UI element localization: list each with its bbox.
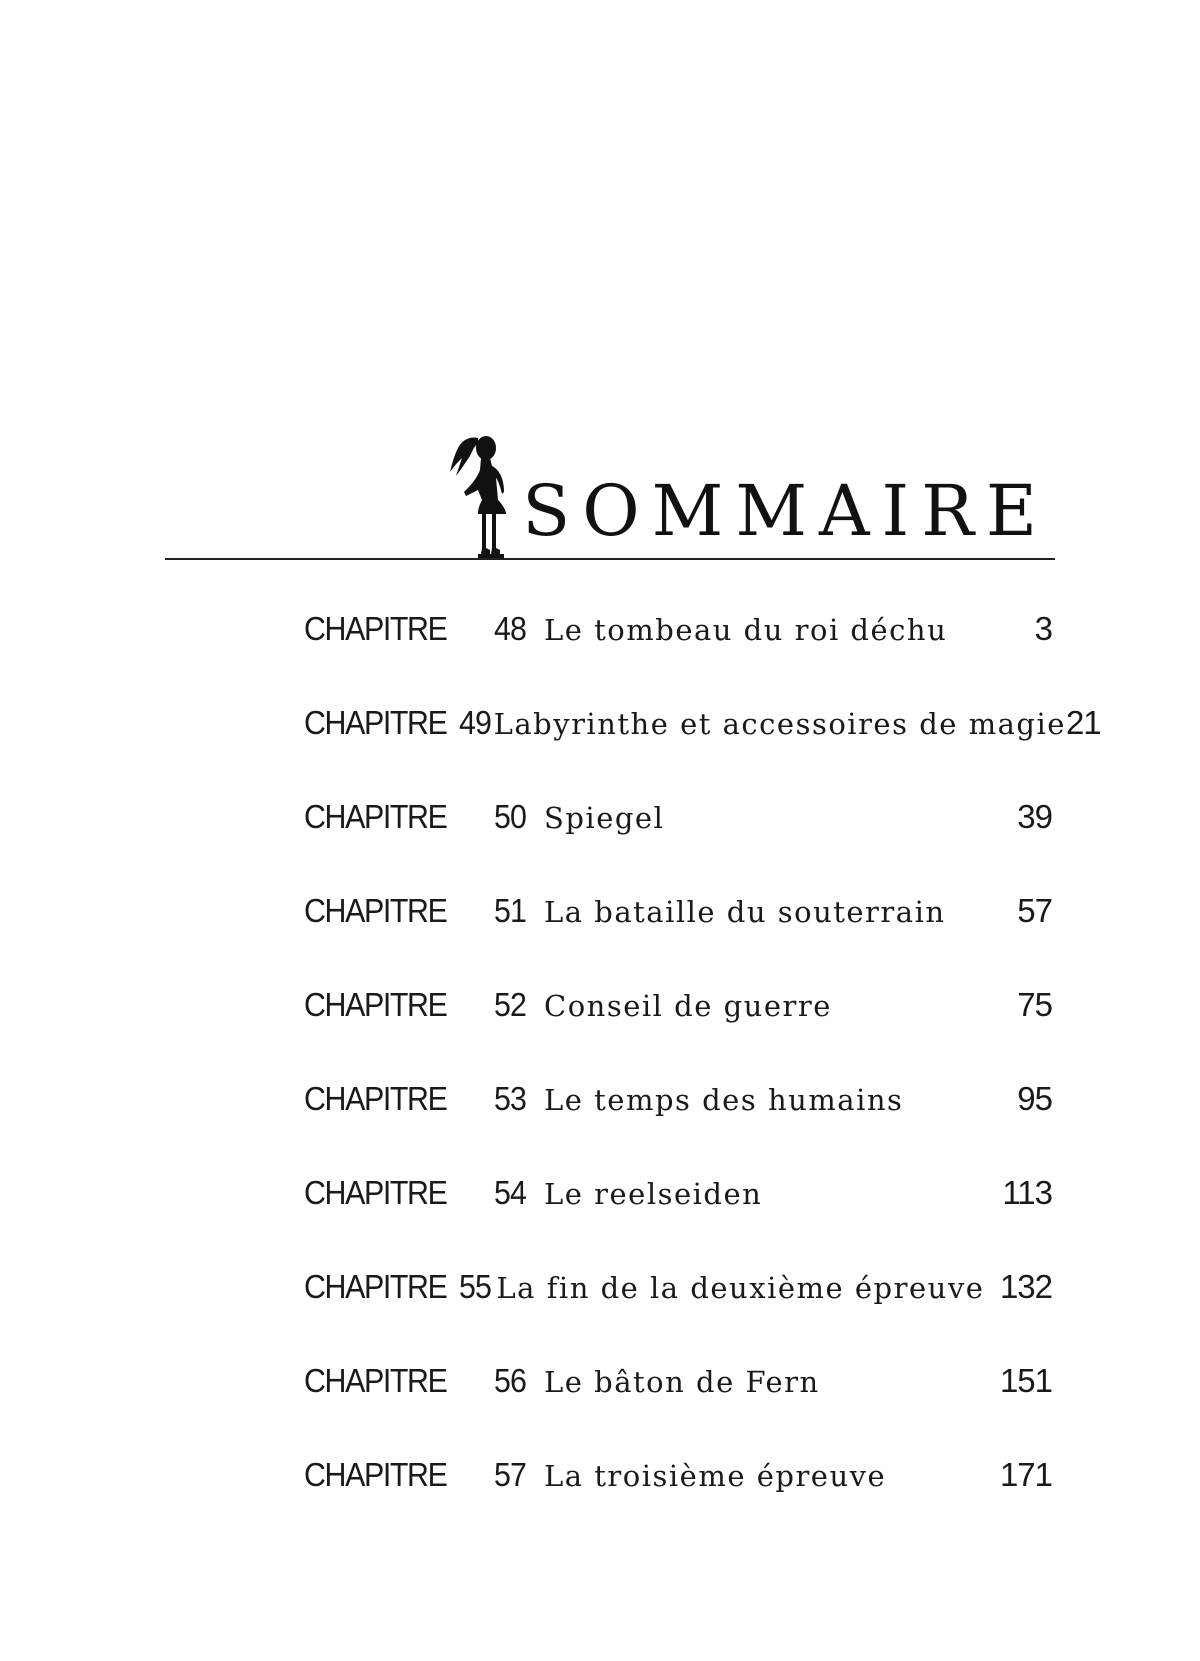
toc-entry	[304, 610, 1052, 704]
toc-entry	[304, 704, 1101, 798]
chapter-page-number: 57	[1017, 892, 1052, 929]
chapter-number: 52	[494, 986, 526, 1023]
chapter-title: Spiegel	[544, 801, 665, 835]
toc-header	[165, 430, 1055, 562]
header-divider	[165, 558, 1055, 560]
chapter-page-number: 132	[999, 1268, 1052, 1305]
page-title: SOMMAIRE	[522, 470, 1049, 552]
toc-entry	[304, 1174, 1052, 1268]
toc-entry	[304, 1362, 1052, 1456]
chapter-number: 57	[494, 1456, 526, 1493]
chapter-title: Labyrinthe et accessoires de magie	[493, 707, 1066, 741]
chapter-title: La bataille du souterrain	[544, 895, 946, 929]
toc-entry	[304, 798, 1052, 892]
chapter-title: La fin de la deuxième épreuve	[496, 1271, 985, 1305]
chapter-number: 56	[494, 1362, 526, 1399]
chapter-number: 53	[494, 1080, 526, 1117]
chapter-label: CHAPITRE	[304, 798, 447, 835]
chapter-label: CHAPITRE	[304, 986, 447, 1023]
chapter-number: 54	[494, 1174, 526, 1211]
chapter-page-number: 95	[1017, 1080, 1052, 1117]
chapter-label: CHAPITRE	[304, 1268, 447, 1305]
chapter-label: CHAPITRE	[304, 610, 447, 647]
chapter-title: Le reelseiden	[544, 1177, 763, 1211]
chapter-label: CHAPITRE	[304, 892, 447, 929]
chapter-page-number: 3	[1034, 610, 1052, 647]
chapter-page-number: 151	[999, 1362, 1052, 1399]
toc-entry	[304, 892, 1052, 986]
chapter-number: 50	[494, 798, 526, 835]
chapter-page-number: 39	[1017, 798, 1052, 835]
chapter-title: Le tombeau du roi déchu	[544, 613, 948, 647]
chapter-number: 55	[458, 1268, 491, 1305]
toc-entry	[304, 986, 1052, 1080]
chapter-title: La troisième épreuve	[544, 1459, 887, 1493]
chapter-label: CHAPITRE	[304, 1362, 447, 1399]
chapter-page-number: 113	[1002, 1174, 1052, 1211]
chapter-title: Le temps des humains	[544, 1083, 904, 1117]
toc-entry	[304, 1268, 1052, 1362]
toc-entry	[304, 1456, 1052, 1550]
chapter-page-number: 171	[999, 1456, 1052, 1493]
chapter-page-number: 75	[1017, 986, 1052, 1023]
chapter-title: Le bâton de Fern	[544, 1365, 820, 1399]
chapter-label: CHAPITRE	[304, 1456, 447, 1493]
toc-entry	[304, 1080, 1052, 1174]
chapter-number: 51	[494, 892, 526, 929]
chapter-title: Conseil de guerre	[544, 989, 832, 1023]
chapter-label: CHAPITRE	[304, 1080, 447, 1117]
toc-list	[304, 610, 1101, 1550]
chapter-number: 48	[494, 610, 526, 647]
chapter-label: CHAPITRE	[304, 1174, 447, 1211]
chapter-label: CHAPITRE	[304, 704, 447, 741]
chapter-page-number: 21	[1065, 704, 1101, 741]
girl-silhouette-icon	[448, 430, 510, 562]
chapter-number: 49	[458, 704, 491, 741]
